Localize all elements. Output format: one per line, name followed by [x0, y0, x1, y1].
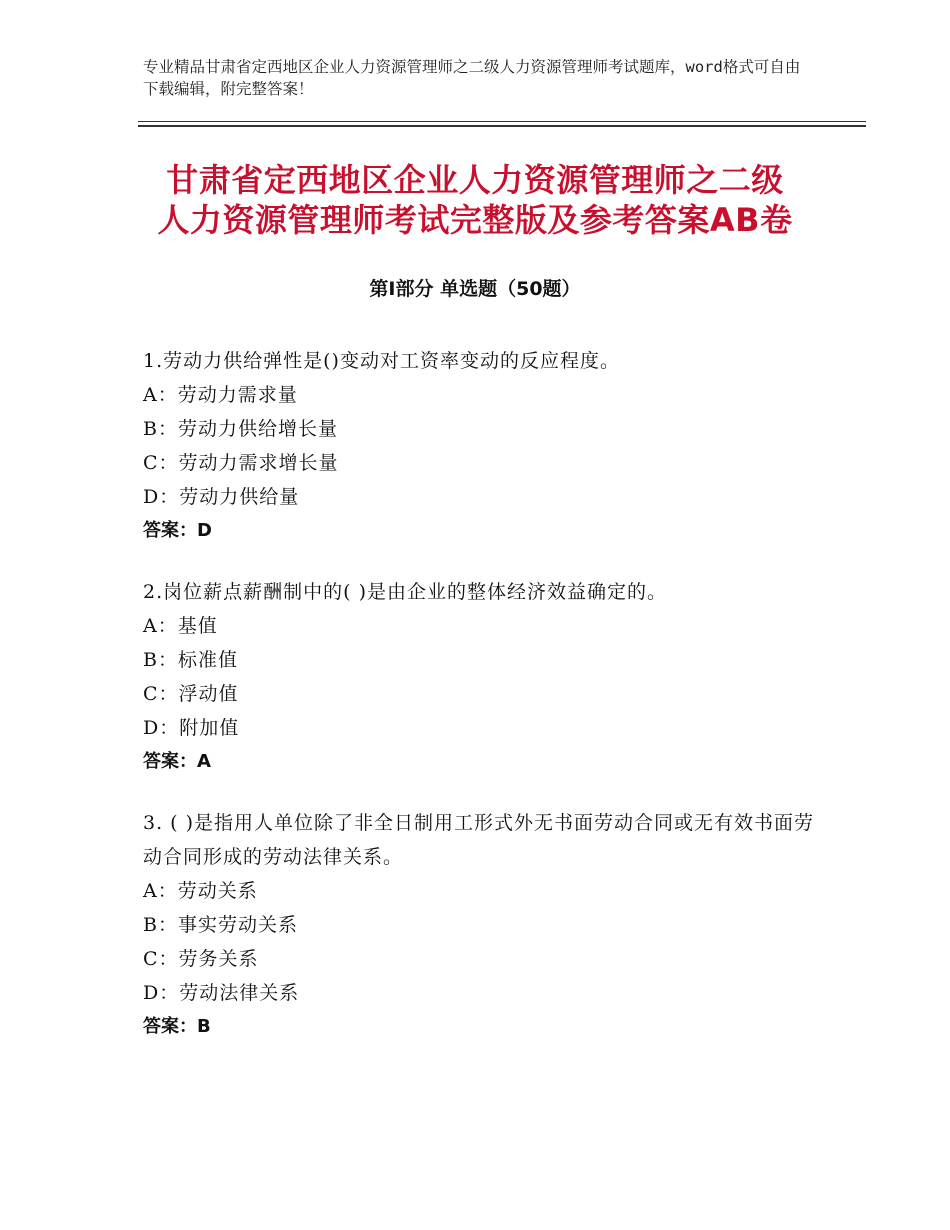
question-stem: 1.劳动力供给弹性是()变动对工资率变动的反应程度。: [143, 350, 620, 372]
option-d: D：附加值: [143, 717, 240, 739]
question-stem: 3. ( )是指用人单位除了非全日制用工形式外无书面劳动合同或无有效书面劳动合同形成的劳动法律关系。: [143, 812, 815, 868]
option-c: C：浮动值: [143, 683, 239, 705]
question-item: [143, 344, 823, 548]
question-stem: 2.岗位薪点薪酬制中的( )是由企业的整体经济效益确定的。: [143, 581, 667, 603]
option-a: A：劳动关系: [143, 880, 258, 902]
option-a: A：劳动力需求量: [143, 384, 298, 406]
section-heading: 第Ⅰ部分 单选题（50题）: [369, 278, 581, 300]
header-note: 专业精品甘肃省定西地区企业人力资源管理师之二级人力资源管理师考试题库，word格式可自由下载编辑，附完整答案！: [143, 58, 801, 98]
answer-line: 答案：B: [143, 1016, 211, 1037]
option-d: D：劳动力供给量: [143, 486, 300, 508]
title-line-1: 甘肃省定西地区企业人力资源管理师之二级: [166, 161, 784, 199]
option-b: B：事实劳动关系: [143, 914, 298, 936]
option-c: C：劳动力需求增长量: [143, 452, 339, 474]
option-c: C：劳务关系: [143, 948, 259, 970]
header-divider: [138, 121, 866, 127]
option-a: A：基值: [143, 615, 218, 637]
question-item: [143, 575, 823, 779]
answer-line: 答案：A: [143, 751, 211, 772]
option-b: B：标准值: [143, 649, 238, 671]
answer-line: 答案：D: [143, 520, 212, 541]
document-title: [120, 160, 830, 240]
question-item: [143, 806, 823, 1044]
option-d: D：劳动法律关系: [143, 982, 300, 1004]
option-b: B：劳动力供给增长量: [143, 418, 338, 440]
title-line-2: 人力资源管理师考试完整版及参考答案AB卷: [157, 201, 793, 239]
question-list: [143, 344, 823, 1071]
